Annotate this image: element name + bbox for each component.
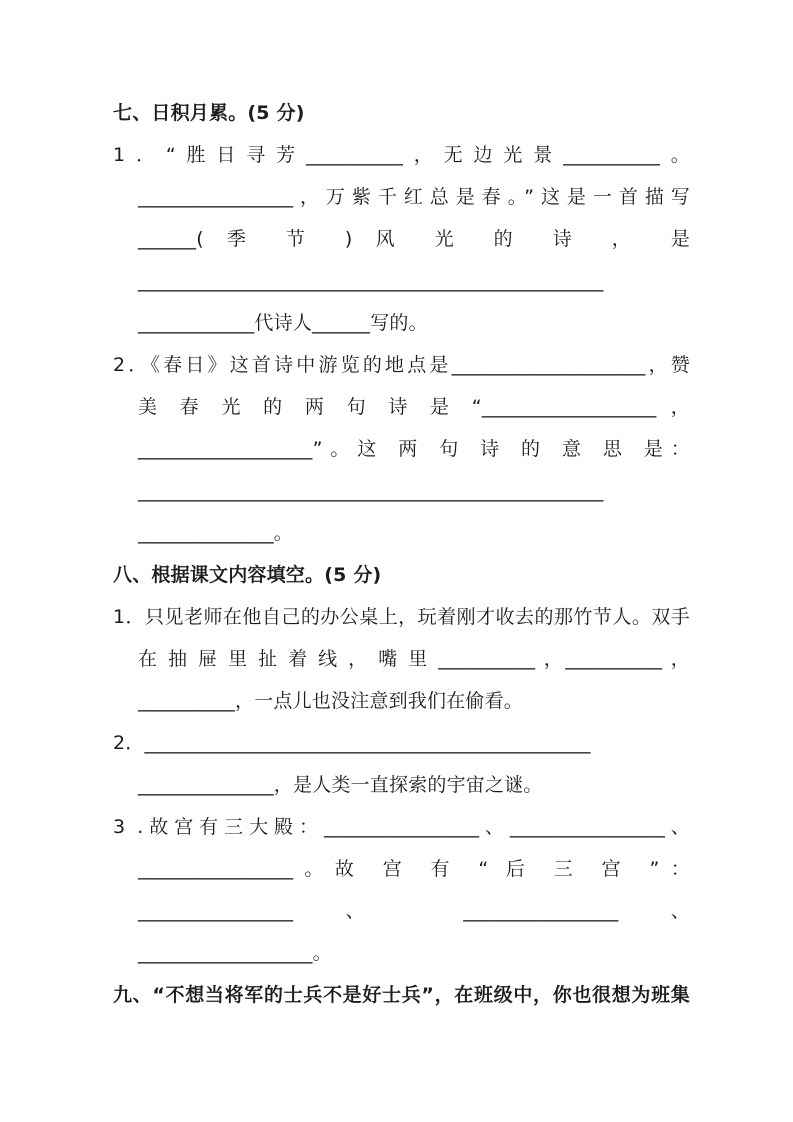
s7-item1-line3: ______( 季 节 ) 风 光 的 诗 ， 是 xyxy=(138,228,690,250)
s8-item2-line1: 2．______________________________________________ xyxy=(113,732,591,754)
s7-item2-blank-line: ________________________________________________ xyxy=(138,480,604,502)
s7-item1-line5: ____________代诗人______写的。 xyxy=(138,312,428,334)
s7-item2-line3: __________________”。这 两 句 诗 的 意 思 是： xyxy=(138,438,690,460)
worksheet-content xyxy=(113,92,690,1016)
s7-item1-line1: 1．“胜日寻芳__________，无边光景__________。 xyxy=(113,144,690,166)
s7-item1-blank-line: ________________________________________________ xyxy=(138,270,604,292)
section9-heading: 九、“不想当将军的士兵不是好士兵”，在班级中，你也很想为班集 xyxy=(113,984,690,1006)
s7-item2-line1: 2．《春日》这首诗中游览的地点是____________________，赞 xyxy=(113,354,690,376)
s8-item1-line3: __________，一点儿也没注意到我们在偷看。 xyxy=(138,690,524,712)
s7-item2-line2: 美 春 光 的 两 句 诗 是 “__________________ ， xyxy=(138,396,690,418)
s8-item3-line2: ________________。故 宫 有 “ 后 三 宫 ”： xyxy=(138,858,690,880)
s8-item3-line3: ________________ 、 ________________ 、 xyxy=(138,900,690,922)
s8-item2-line2: ______________，是人类一直探索的宇宙之谜。 xyxy=(138,774,543,796)
s8-item1-line1: 1．只见老师在他自己的办公桌上，玩着刚才收去的那竹节人。双手 xyxy=(113,606,690,628)
s8-item3-line4: __________________。 xyxy=(138,942,332,964)
s7-item1-line2: ________________，万紫千红总是春。”这是一首描写 xyxy=(138,186,690,208)
section8-heading: 八、根据课文内容填空。(5 分) xyxy=(113,564,382,586)
s8-item1-line2: 在 抽 屉 里 扯 着 线 ， 嘴 里 __________ ，__________ ， xyxy=(138,648,690,670)
section7-heading: 七、日积月累。(5 分) xyxy=(113,102,305,124)
s7-item2-line5: ______________。 xyxy=(138,522,294,544)
s8-item3-line1: 3 .故宫有三大殿：________________、________________、 xyxy=(113,816,690,838)
